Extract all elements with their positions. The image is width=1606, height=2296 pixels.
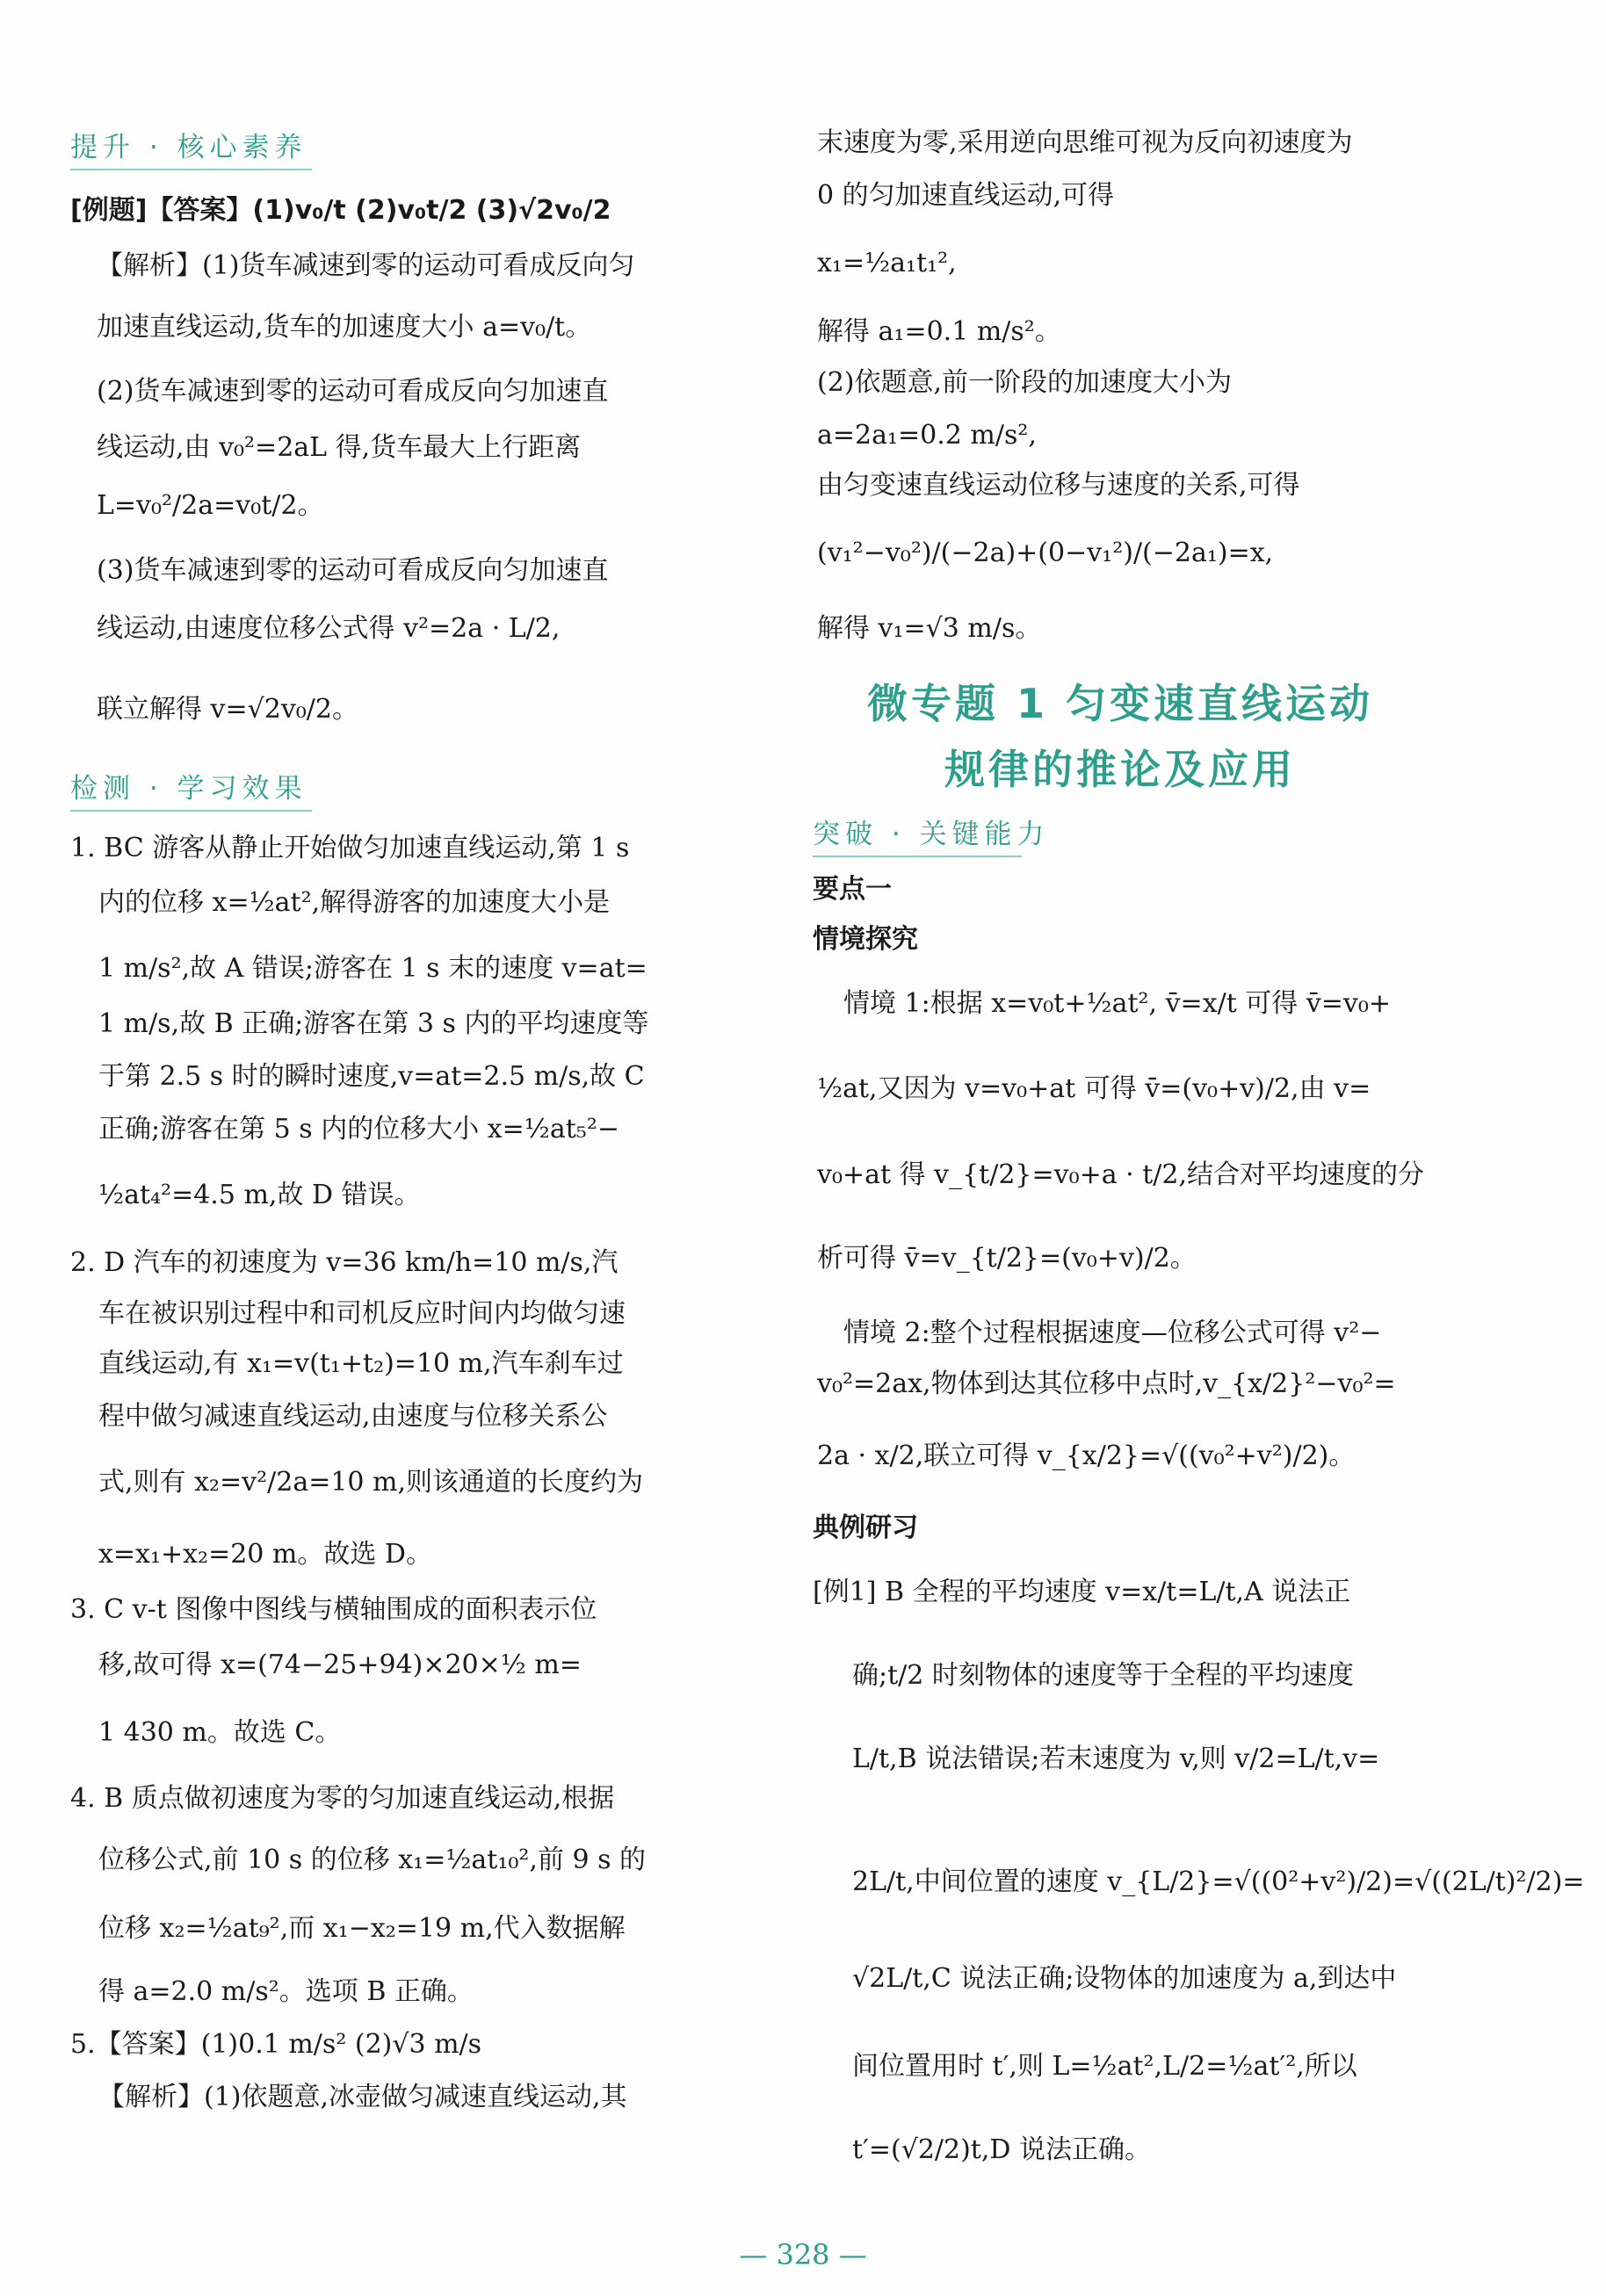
- heading-key-point: 要点一: [813, 874, 892, 905]
- section-heading-key-ability: 突破 · 关键能力: [813, 819, 1050, 850]
- scenario-line: v₀+at 得 v_{t/2}=v₀+a · t/2,结合对平均速度的分: [817, 1159, 1425, 1190]
- example-line: 确;t/2 时刻物体的速度等于全程的平均速度: [852, 1660, 1354, 1691]
- text-line: 联立解得 v=√2v₀/2。: [97, 694, 358, 725]
- example-line: √2L/t,C 说法正确;设物体的加速度为 a,到达中: [852, 1963, 1397, 1994]
- text-line: 解得 a₁=0.1 m/s²。: [817, 316, 1061, 347]
- example-line: 间位置用时 t′,则 L=½at²,L/2=½at′²,所以: [852, 2051, 1357, 2082]
- example-line: 2L/t,中间位置的速度 v_{L/2}=√((0²+v²)/2)=√((2L/t)²/2)=: [852, 1866, 1585, 1897]
- heading-scenario: 情境探究: [813, 924, 918, 955]
- answer-line: 正确;游客在第 5 s 内的位移大小 x=½at₅²−: [98, 1114, 619, 1144]
- page-number: — 328 —: [739, 2238, 867, 2271]
- heading-typical-examples: 典例研习: [813, 1513, 918, 1543]
- answer-line: 4. B 质点做初速度为零的匀加速直线运动,根据: [70, 1783, 615, 1814]
- answer-line: 【解析】(1)依题意,冰壶做匀减速直线运动,其: [98, 2082, 627, 2112]
- scenario-line: ½at,又因为 v=v₀+at 可得 v̄=(v₀+v)/2,由 v=: [817, 1073, 1371, 1104]
- answer-line: 1 m/s²,故 A 错误;游客在 1 s 末的速度 v=at=: [98, 953, 647, 984]
- answer-line: 移,故可得 x=(74−25+94)×20×½ m=: [98, 1650, 582, 1680]
- page-title-line2: 规律的推论及应用: [944, 746, 1296, 793]
- text-line: (2)货车减速到零的运动可看成反向匀加速直: [97, 376, 609, 407]
- example-line: t′=(√2/2)t,D 说法正确。: [852, 2134, 1151, 2165]
- answer-line: ½at₄²=4.5 m,故 D 错误。: [98, 1180, 421, 1210]
- text-line: 0 的匀加速直线运动,可得: [817, 180, 1115, 211]
- answer-line: 2. D 汽车的初速度为 v=36 km/h=10 m/s,汽: [70, 1247, 619, 1278]
- example-line: L/t,B 说法错误;若末速度为 v,则 v/2=L/t,v=: [852, 1744, 1380, 1774]
- answer-line: 5.【答案】(1)0.1 m/s² (2)√3 m/s: [70, 2029, 482, 2060]
- section-underline: [813, 856, 1022, 857]
- formula-line: x₁=½a₁t₁²,: [817, 248, 957, 278]
- answer-line: 于第 2.5 s 时的瞬时速度,v=at=2.5 m/s,故 C: [98, 1061, 645, 1092]
- page-title-line1: 微专题 1 匀变速直线运动: [866, 680, 1374, 727]
- section-heading-core: 提升 · 核心素养: [70, 132, 307, 163]
- answer-line: 得 a=2.0 m/s²。选项 B 正确。: [98, 1976, 474, 2007]
- text-line: a=2a₁=0.2 m/s²,: [817, 420, 1037, 451]
- section-underline: [70, 810, 312, 812]
- formula-line: (v₁²−v₀²)/(−2a)+(0−v₁²)/(−2a₁)=x,: [817, 538, 1274, 568]
- example-line: [例1] B 全程的平均速度 v=x/t=L/t,A 说法正: [813, 1577, 1351, 1607]
- text-line: 加速直线运动,货车的加速度大小 a=v₀/t。: [97, 312, 592, 343]
- answer-line: 位移 x₂=½at₉²,而 x₁−x₂=19 m,代入数据解: [98, 1913, 626, 1944]
- example-answer-line: [例题]【答案】(1)v₀/t (2)v₀t/2 (3)√2v₀/2: [70, 195, 611, 226]
- answer-line: 3. C v-t 图像中图线与横轴围成的面积表示位: [70, 1594, 597, 1625]
- answer-line: 车在被识别过程中和司机反应时间内均做匀速: [98, 1298, 626, 1329]
- text-line: 解得 v₁=√3 m/s。: [817, 613, 1042, 644]
- text-line: 末速度为零,采用逆向思维可视为反向初速度为: [817, 127, 1353, 158]
- section-heading-test: 检测 · 学习效果: [70, 773, 307, 805]
- answer-line: 式,则有 x₂=v²/2a=10 m,则该通道的长度约为: [98, 1467, 644, 1498]
- scenario-line: 情境 2:整个过程根据速度—位移公式可得 v²−: [843, 1318, 1382, 1348]
- text-line: (3)货车减速到零的运动可看成反向匀加速直: [97, 555, 609, 586]
- text-line: 由匀变速直线运动位移与速度的关系,可得: [817, 470, 1300, 501]
- text-line: 线运动,由速度位移公式得 v²=2a · L/2,: [97, 613, 561, 644]
- text-line: 【解析】(1)货车减速到零的运动可看成反向匀: [97, 250, 635, 281]
- answer-line: 1 430 m。故选 C。: [98, 1717, 342, 1748]
- answer-line: 1 m/s,故 B 正确;游客在第 3 s 内的平均速度等: [98, 1008, 649, 1039]
- scenario-line: 析可得 v̄=v_{t/2}=(v₀+v)/2。: [817, 1243, 1197, 1274]
- section-underline: [70, 169, 312, 170]
- text-line: (2)依题意,前一阶段的加速度大小为: [817, 367, 1233, 398]
- scenario-line: 情境 1:根据 x=v₀t+½at², v̄=x/t 可得 v̄=v₀+: [843, 988, 1392, 1019]
- scenario-line: v₀²=2ax,物体到达其位移中点时,v_{x/2}²−v₀²=: [817, 1368, 1396, 1399]
- answer-line: 1. BC 游客从静止开始做匀加速直线运动,第 1 s: [70, 833, 630, 863]
- answer-line: 位移公式,前 10 s 的位移 x₁=½at₁₀²,前 9 s 的: [98, 1845, 647, 1875]
- scenario-line: 2a · x/2,联立可得 v_{x/2}=√((v₀²+v²)/2)。: [817, 1440, 1356, 1471]
- answer-line: x=x₁+x₂=20 m。故选 D。: [98, 1539, 432, 1570]
- text-line: 线运动,由 v₀²=2aL 得,货车最大上行距离: [97, 432, 582, 463]
- answer-line: 内的位移 x=½at²,解得游客的加速度大小是: [98, 887, 611, 918]
- answer-line: 直线运动,有 x₁=v(t₁+t₂)=10 m,汽车刹车过: [98, 1348, 624, 1379]
- formula-line: L=v₀²/2a=v₀t/2。: [97, 490, 324, 521]
- answer-line: 程中做匀减速直线运动,由速度与位移关系公: [98, 1401, 608, 1432]
